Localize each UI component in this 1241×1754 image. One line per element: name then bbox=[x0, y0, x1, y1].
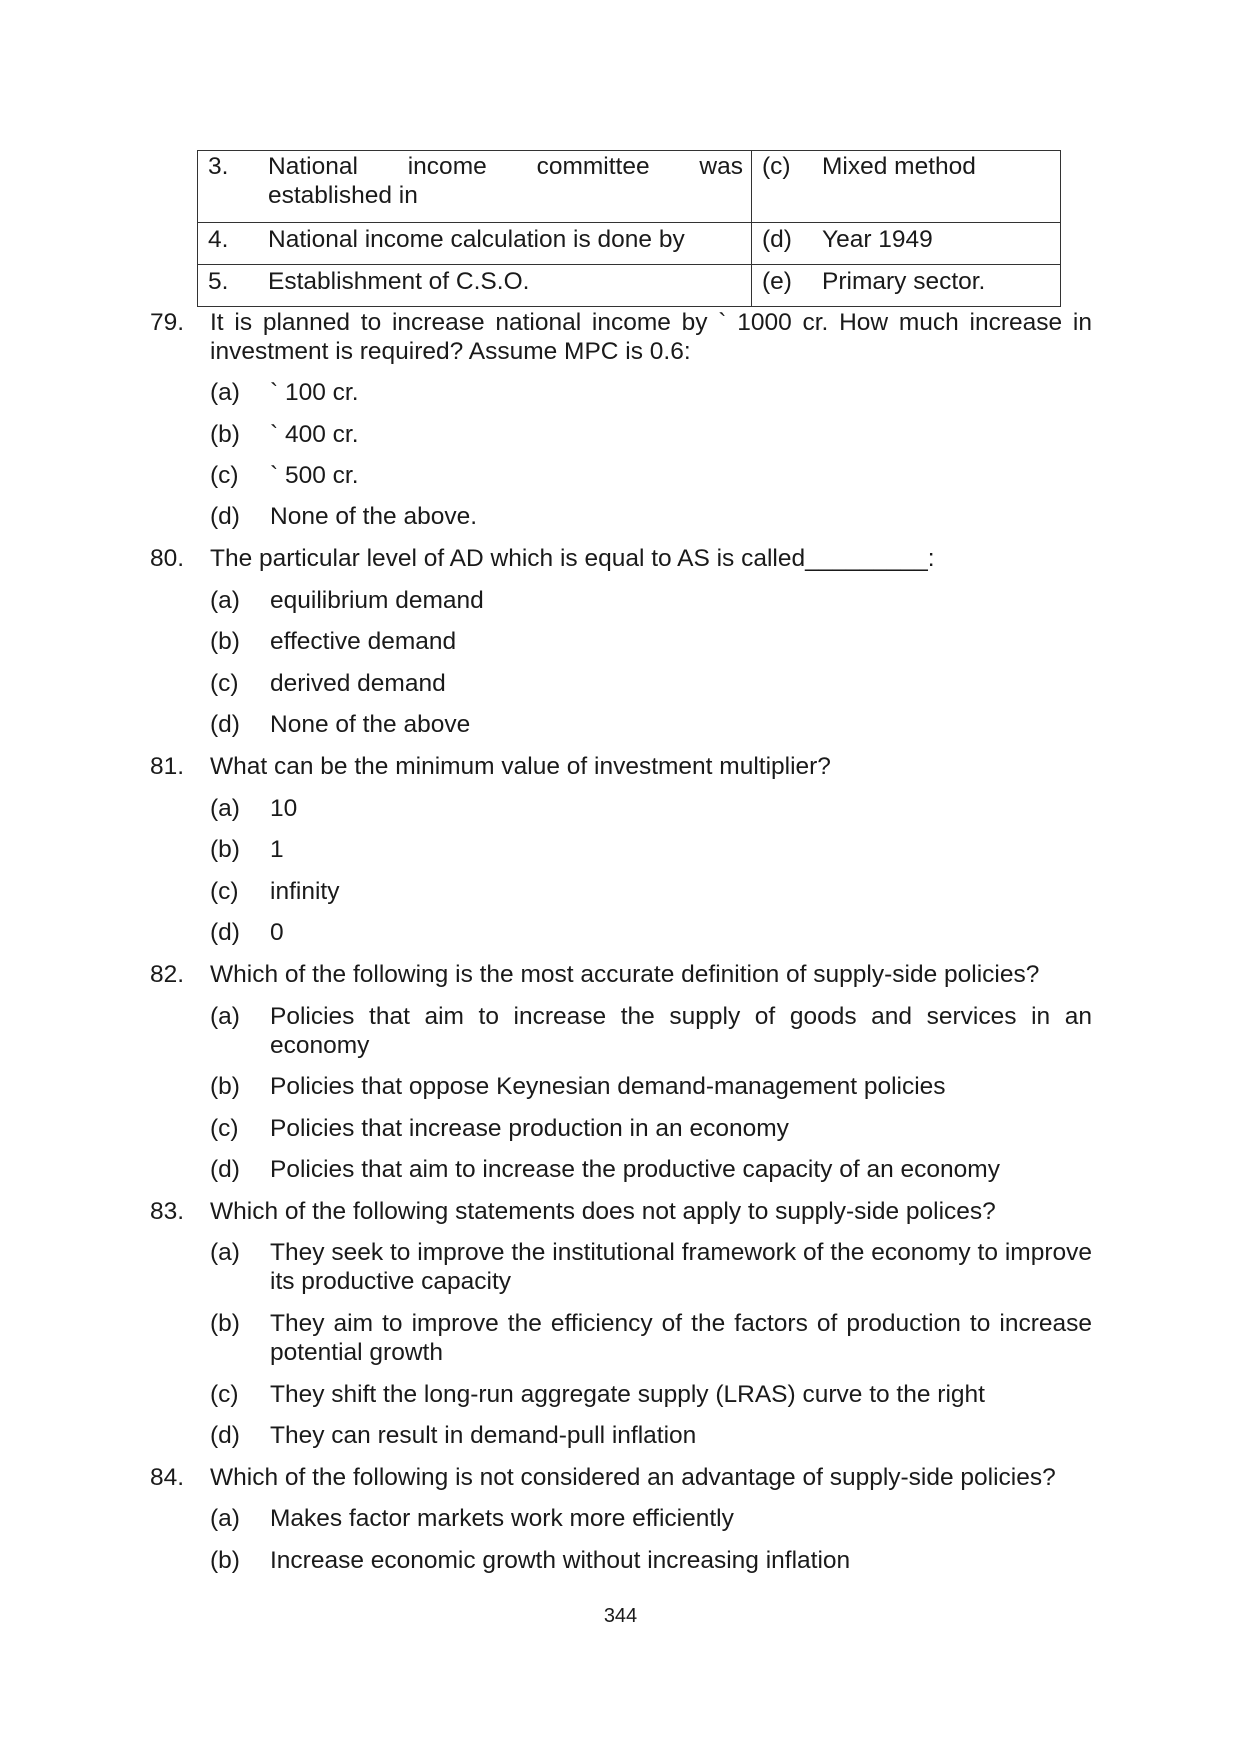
table-row bbox=[198, 151, 1061, 223]
option-item bbox=[210, 1421, 1092, 1450]
option-text: Increase economic growth without increasing inflation bbox=[270, 1547, 851, 1574]
table-row bbox=[198, 265, 1061, 307]
option-text: Policies that increase production in an economy bbox=[270, 1115, 789, 1142]
option-text: ` 500 cr. bbox=[270, 462, 359, 489]
option-label: (c) bbox=[210, 1115, 239, 1142]
option-item bbox=[210, 420, 1092, 449]
table-cell bbox=[752, 265, 1061, 307]
option-item bbox=[210, 1238, 1092, 1296]
matching-table bbox=[197, 150, 1061, 307]
option-label: (a) bbox=[210, 1003, 240, 1030]
option-label: (b) bbox=[210, 1073, 240, 1100]
option-label: (c) bbox=[210, 1381, 239, 1408]
option-item bbox=[210, 1546, 1092, 1575]
option-item bbox=[210, 669, 1092, 698]
option-label: (a) bbox=[210, 1239, 240, 1266]
option-label: (b) bbox=[210, 836, 240, 863]
page-number: 344 bbox=[603, 1605, 638, 1627]
row-option-text: Mixed method bbox=[822, 153, 976, 180]
option-text: ` 100 cr. bbox=[270, 379, 359, 406]
row-statement: National income calculation is done by bbox=[268, 226, 685, 253]
row-option-text: Year 1949 bbox=[822, 226, 933, 253]
option-item bbox=[210, 1072, 1092, 1101]
question-text: What can be the minimum value of investment multiplier? bbox=[210, 753, 831, 780]
table-cell bbox=[198, 265, 752, 307]
table-cell bbox=[752, 223, 1061, 265]
option-label: (b) bbox=[210, 421, 240, 448]
question-text: It is planned to increase national income by ` 1000 cr. How much increase in investment is required? Assume MPC is 0.6: bbox=[210, 309, 1092, 365]
option-item bbox=[210, 461, 1092, 490]
option-item bbox=[210, 627, 1092, 656]
question-text: Which of the following statements does not apply to supply-side polices? bbox=[210, 1198, 996, 1225]
option-label: (a) bbox=[210, 379, 240, 406]
option-text: Policies that aim to increase the productive capacity of an economy bbox=[270, 1156, 1000, 1183]
question-83 bbox=[150, 1197, 1092, 1226]
option-text: 0 bbox=[270, 919, 284, 946]
option-label: (b) bbox=[210, 1310, 240, 1337]
option-text: 10 bbox=[270, 795, 298, 822]
question-text: Which of the following is not considered an advantage of supply-side policies? bbox=[210, 1464, 1056, 1491]
option-text: ` 400 cr. bbox=[270, 421, 359, 448]
option-text: They shift the long-run aggregate supply (LRAS) curve to the right bbox=[270, 1381, 985, 1408]
option-item bbox=[210, 378, 1092, 407]
option-label: (c) bbox=[210, 670, 239, 697]
option-label: (a) bbox=[210, 587, 240, 614]
row-statement: National income committee was established in bbox=[268, 153, 743, 209]
option-text: Makes factor markets work more efficiently bbox=[270, 1505, 734, 1532]
question-number: 81. bbox=[150, 753, 185, 780]
option-label: (d) bbox=[210, 503, 240, 530]
row-option-text: Primary sector. bbox=[822, 268, 986, 295]
option-label: (a) bbox=[210, 1505, 240, 1532]
option-text: Policies that aim to increase the supply of goods and services in an economy bbox=[270, 1003, 1092, 1059]
option-item bbox=[210, 877, 1092, 906]
table-row bbox=[198, 223, 1061, 265]
question-82 bbox=[150, 960, 1092, 989]
question-text: Which of the following is the most accurate definition of supply-side policies? bbox=[210, 961, 1040, 988]
option-text: effective demand bbox=[270, 628, 457, 655]
option-label: (d) bbox=[210, 1156, 240, 1183]
question-number: 82. bbox=[150, 961, 185, 988]
row-option-label: (d) bbox=[762, 226, 792, 253]
option-item bbox=[210, 1114, 1092, 1143]
question-number: 79. bbox=[150, 309, 185, 336]
question-number: 83. bbox=[150, 1198, 185, 1225]
option-text: derived demand bbox=[270, 670, 446, 697]
option-item bbox=[210, 1504, 1092, 1533]
option-item bbox=[210, 502, 1092, 531]
row-number: 5. bbox=[208, 268, 229, 295]
option-label: (b) bbox=[210, 628, 240, 655]
option-text: They can result in demand-pull inflation bbox=[270, 1422, 697, 1449]
option-text: They aim to improve the efficiency of the factors of production to increase potential growth bbox=[270, 1310, 1092, 1366]
row-statement: Establishment of C.S.O. bbox=[268, 268, 530, 295]
option-item bbox=[210, 1155, 1092, 1184]
option-label: (d) bbox=[210, 711, 240, 738]
row-number: 3. bbox=[208, 153, 229, 180]
option-text: They seek to improve the institutional framework of the economy to improve its productive capacity bbox=[270, 1239, 1092, 1295]
row-option-label: (e) bbox=[762, 268, 792, 295]
row-number: 4. bbox=[208, 226, 229, 253]
option-text: 1 bbox=[270, 836, 284, 863]
option-text: None of the above. bbox=[270, 503, 478, 530]
option-label: (d) bbox=[210, 1422, 240, 1449]
option-text: Policies that oppose Keynesian demand-management policies bbox=[270, 1073, 946, 1100]
option-item bbox=[210, 1380, 1092, 1409]
option-text: infinity bbox=[270, 878, 340, 905]
option-item bbox=[210, 794, 1092, 823]
option-item bbox=[210, 918, 1092, 947]
option-item bbox=[210, 710, 1092, 739]
option-label: (b) bbox=[210, 1547, 240, 1574]
question-79 bbox=[150, 308, 1092, 366]
option-item bbox=[210, 1002, 1092, 1060]
option-label: (d) bbox=[210, 919, 240, 946]
option-text: None of the above bbox=[270, 711, 471, 738]
question-number: 80. bbox=[150, 545, 185, 572]
table-cell bbox=[198, 223, 752, 265]
option-label: (a) bbox=[210, 795, 240, 822]
option-item bbox=[210, 835, 1092, 864]
option-label: (c) bbox=[210, 878, 239, 905]
table-cell bbox=[752, 151, 1061, 223]
option-text: equilibrium demand bbox=[270, 587, 484, 614]
option-label: (c) bbox=[210, 462, 239, 489]
question-text: The particular level of AD which is equal to AS is called_________: bbox=[210, 545, 935, 572]
question-81 bbox=[150, 752, 1092, 781]
option-item bbox=[210, 586, 1092, 615]
table-cell bbox=[198, 151, 752, 223]
row-option-label: (c) bbox=[762, 153, 791, 180]
question-84 bbox=[150, 1463, 1092, 1492]
question-80 bbox=[150, 544, 1092, 573]
option-item bbox=[210, 1309, 1092, 1367]
question-number: 84. bbox=[150, 1464, 185, 1491]
